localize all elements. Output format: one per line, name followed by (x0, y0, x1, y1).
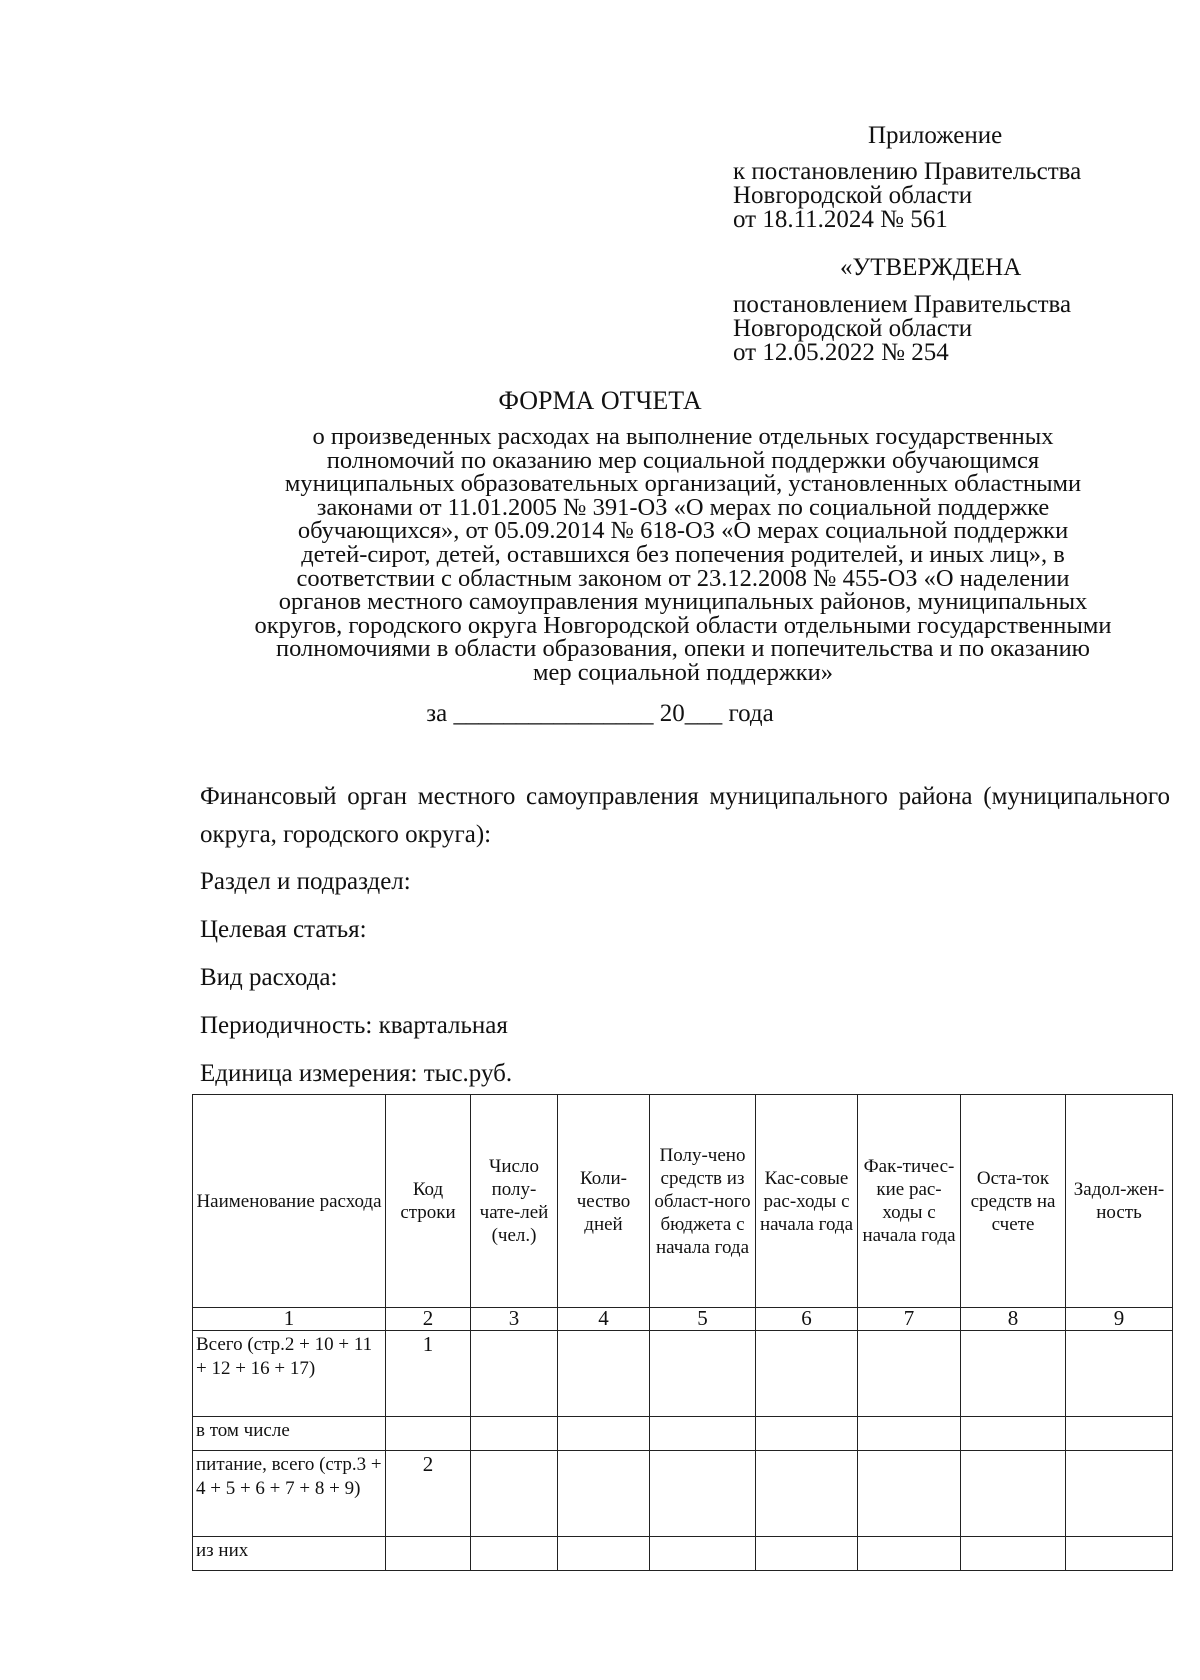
subtitle-line: о произведенных расходах на выполнение отдельных государственных (312, 423, 1054, 450)
table-cell (858, 1331, 961, 1417)
appendix-line-1: к постановлению Правительства (733, 158, 1082, 185)
form-title: ФОРМА ОТЧЕТА (498, 386, 702, 415)
table-cell (756, 1537, 858, 1571)
subtitle-line: законами от 11.01.2005 № 391-ОЗ «О мерах по социальной поддержке (316, 493, 1050, 521)
form-subtitle (195, 425, 1171, 685)
target-article-label: Целевая статья: (200, 916, 367, 943)
subtitle-line: соответствии с областным законом от 23.12.2008 № 455-ОЗ «О наделении (296, 564, 1070, 592)
appendix-line-2: Новгородской области (733, 182, 973, 209)
row-name: питание, всего (стр.3 + 4 + 5 + 6 + 7 + 8 + 9) (193, 1451, 386, 1537)
table-row (193, 1537, 1173, 1571)
column-number: 8 (961, 1308, 1066, 1331)
subtitle-line: полномочий по оказанию мер социальной поддержки обучающимся (326, 446, 1040, 474)
appendix-title: Приложение (868, 122, 1003, 149)
subtitle-line: полномочиями в области образования, опеки и попечительства и по оказанию (276, 635, 1090, 663)
column-header: Коли-чество дней (558, 1095, 650, 1308)
row-code (386, 1537, 471, 1571)
table-cell (471, 1451, 558, 1537)
report-table (192, 1094, 1173, 1571)
report-period: за ________________ 20___ года (426, 700, 774, 727)
table-cell (471, 1417, 558, 1451)
column-header: Полу-чено средств из област-ного бюджета с начала года (650, 1095, 756, 1308)
subtitle-line: органов местного самоуправления муниципальных районов, муниципальных (278, 588, 1088, 616)
column-header: Число полу-чате-лей (чел.) (471, 1095, 558, 1308)
column-number: 1 (193, 1308, 386, 1331)
column-header: Код строки (386, 1095, 471, 1308)
subtitle-line: округов, городского округа Новгородской области отдельными государственными (254, 611, 1112, 639)
row-name: Всего (стр.2 + 10 + 11 + 12 + 16 + 17) (193, 1331, 386, 1417)
table-header-row (193, 1095, 1173, 1308)
column-number: 2 (386, 1308, 471, 1331)
table-cell (471, 1331, 558, 1417)
table-cell (1066, 1537, 1173, 1571)
approved-title: «УТВЕРЖДЕНА (840, 254, 1022, 281)
unit-label: Единица измерения: тыс.руб. (200, 1060, 513, 1087)
table-cell (961, 1331, 1066, 1417)
column-number: 7 (858, 1308, 961, 1331)
table-cell (858, 1451, 961, 1537)
row-code (386, 1417, 471, 1451)
table-cell (650, 1331, 756, 1417)
expense-type-label: Вид расхода: (200, 964, 338, 991)
table-cell (756, 1331, 858, 1417)
approved-line-1: постановлением Правительства (733, 291, 1072, 318)
table-cell (1066, 1331, 1173, 1417)
subtitle-line: мер социальной поддержки» (532, 658, 834, 686)
table-cell (1066, 1451, 1173, 1537)
row-code: 1 (386, 1331, 471, 1417)
table-cell (650, 1451, 756, 1537)
financial-body-label: Финансовый орган местного самоуправления муниципального района (муниципального округа, городского округа): (200, 783, 1170, 848)
column-number-row (193, 1308, 1173, 1331)
table-cell (558, 1451, 650, 1537)
table-cell (858, 1537, 961, 1571)
column-header: Задол-жен-ность (1066, 1095, 1173, 1308)
table-cell (756, 1451, 858, 1537)
appendix-line-3: от 18.11.2024 № 561 (733, 206, 948, 233)
table-cell (1066, 1417, 1173, 1451)
row-name: из них (193, 1537, 386, 1571)
table-row (193, 1451, 1173, 1537)
table-cell (650, 1417, 756, 1451)
table-cell (650, 1537, 756, 1571)
column-header: Кас-совые рас-ходы с начала года (756, 1095, 858, 1308)
column-number: 9 (1066, 1308, 1173, 1331)
table-cell (558, 1537, 650, 1571)
subtitle-line: обучающихся», от 05.09.2014 № 618-ОЗ «О мерах социальной поддержки (297, 517, 1069, 545)
table-cell (558, 1417, 650, 1451)
subtitle-line: детей-сирот, детей, оставшихся без попечения родителей, и иных лиц», в (301, 540, 1065, 568)
table-cell (961, 1451, 1066, 1537)
section-label: Раздел и подраздел: (200, 868, 411, 895)
table-row (193, 1417, 1173, 1451)
column-number: 4 (558, 1308, 650, 1331)
column-header: Наименование расхода (193, 1095, 386, 1308)
approved-line-3: от 12.05.2022 № 254 (733, 339, 949, 366)
approved-line-2: Новгородской области (733, 315, 973, 342)
column-number: 6 (756, 1308, 858, 1331)
subtitle-line: муниципальных образовательных организаций, установленных областными (284, 470, 1082, 498)
table-cell (558, 1331, 650, 1417)
table-row (193, 1331, 1173, 1417)
table-cell (961, 1537, 1066, 1571)
table-cell (471, 1537, 558, 1571)
table-cell (858, 1417, 961, 1451)
column-header: Фак-тичес-кие рас-ходы с начала года (858, 1095, 961, 1308)
periodicity-label: Периодичность: квартальная (200, 1012, 508, 1039)
column-number: 3 (471, 1308, 558, 1331)
column-header: Оста-ток средств на счете (961, 1095, 1066, 1308)
column-number: 5 (650, 1308, 756, 1331)
row-code: 2 (386, 1451, 471, 1537)
row-name: в том числе (193, 1417, 386, 1451)
table-cell (756, 1417, 858, 1451)
table-cell (961, 1417, 1066, 1451)
